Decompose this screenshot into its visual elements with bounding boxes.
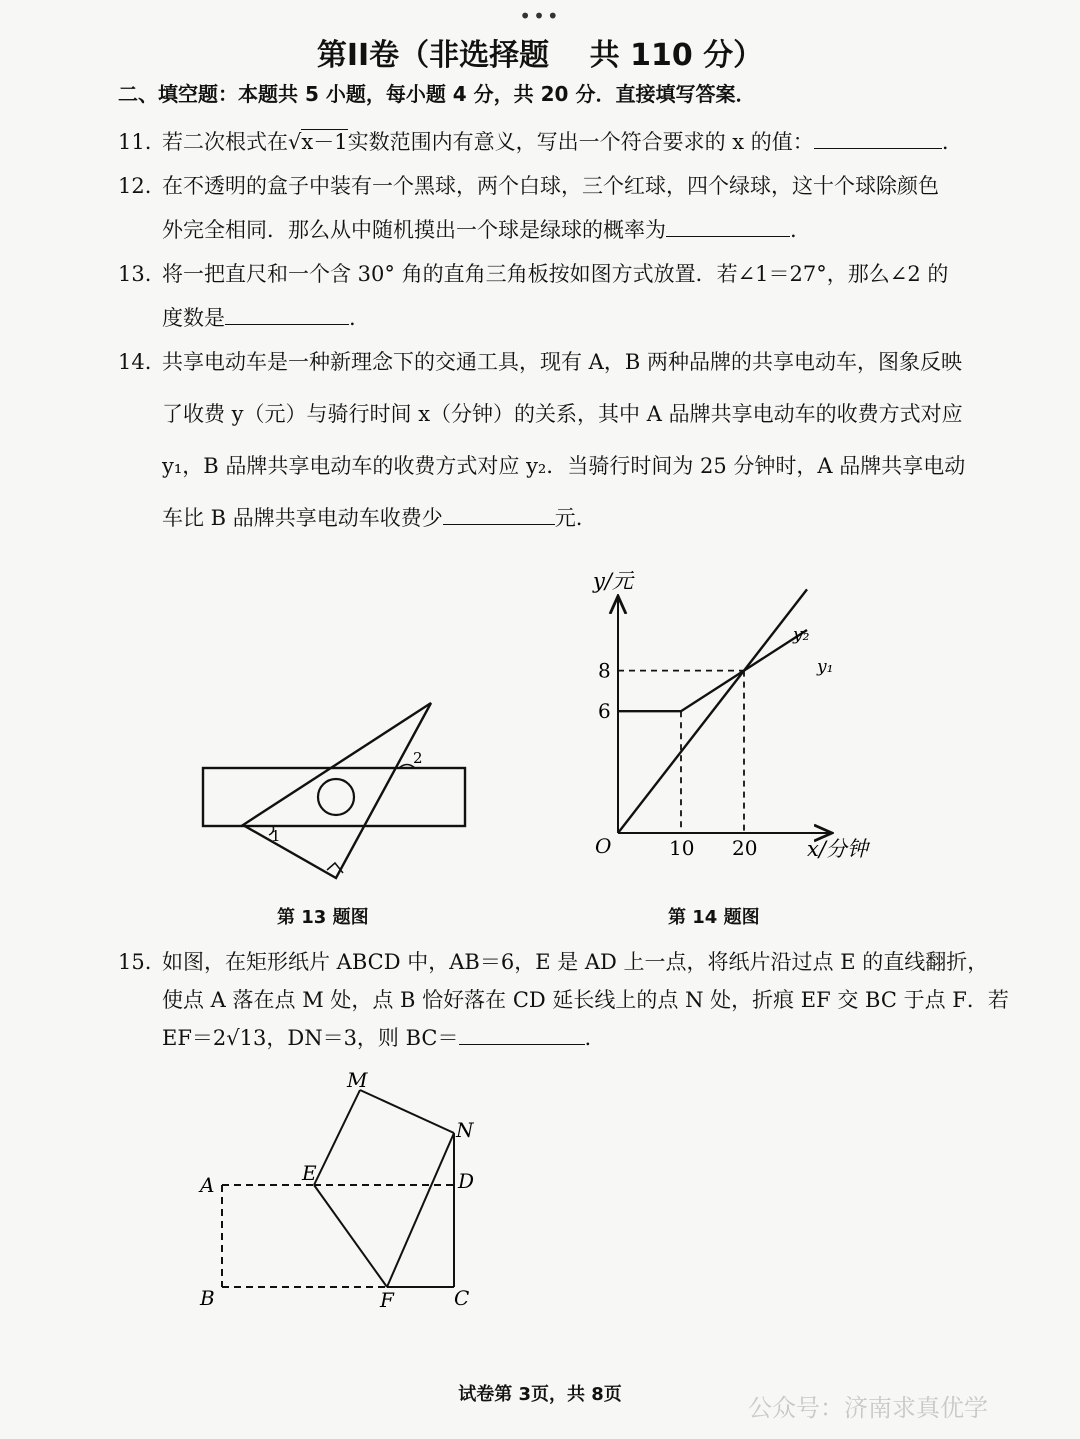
fill-in-heading: 二、填空题：本题共 5 小题，每小题 4 分，共 20 分．直接填写答案．	[118, 82, 756, 106]
point-F-label: F	[380, 1288, 394, 1312]
q15-text: 如图，在矩形纸片 ABCD 中，AB＝6，E 是 AD 上一点，将纸片沿过点 E 的直线翻折，	[162, 950, 989, 974]
angle-1-label: 1	[271, 827, 281, 845]
question-13-line1	[118, 260, 948, 288]
set-square	[243, 703, 431, 878]
radicand: x－1	[301, 130, 348, 154]
segment-MN	[360, 1090, 454, 1133]
point-M-label: M	[347, 1068, 368, 1092]
q14-text: 车比 B 品牌共享电动车收费少	[162, 506, 443, 530]
segment-NF	[387, 1133, 454, 1287]
x-tick-label: 10	[669, 836, 695, 860]
sqrt-sign: √	[288, 130, 302, 154]
figure-14-chart	[585, 560, 885, 870]
figure-13-caption: 第 13 题图	[277, 907, 369, 928]
question-number: 14.	[118, 350, 152, 374]
end-mark: .	[790, 218, 797, 242]
point-E-label: E	[302, 1161, 317, 1185]
q13-text: 将一把直尺和一个含 30° 角的直角三角板按如图方式放置．若∠1＝27°，那么∠2 的	[162, 262, 949, 286]
figure-15	[190, 1065, 490, 1320]
answer-blank[interactable]	[225, 304, 349, 325]
fold-line-EF	[314, 1185, 387, 1287]
answer-blank[interactable]	[666, 216, 790, 237]
question-14-line4	[162, 504, 582, 532]
end-mark: .	[349, 306, 356, 330]
question-number: 11.	[118, 130, 152, 154]
question-number: 12.	[118, 174, 152, 198]
question-12-line1	[118, 172, 939, 200]
angle-2-label: 2	[413, 749, 423, 767]
y-tick-label: 6	[598, 699, 611, 724]
question-14-line2: 了收费 y（元）与骑行时间 x（分钟）的关系，其中 A 品牌共享电动车的收费方式对应	[162, 402, 963, 426]
section-title: 第II卷（非选择题 共 110 分）	[316, 38, 764, 73]
question-13-line2	[162, 304, 356, 332]
q15-text: EF＝2√13，DN＝3，则 BC＝	[162, 1026, 459, 1050]
watermark: 公众号：济南求真优学	[748, 1394, 988, 1422]
point-D-label: D	[458, 1169, 475, 1193]
q12-text: 在不透明的盒子中装有一个黑球，两个白球，三个红球，四个绿球，这十个球除颜色	[162, 174, 939, 198]
figure-13	[195, 695, 475, 885]
point-N-label: N	[456, 1118, 474, 1142]
top-dots: •••	[519, 4, 561, 28]
figure-14-caption: 第 14 题图	[668, 907, 760, 928]
end-mark: 元.	[554, 506, 583, 530]
q11-text-a: 若二次根式在	[162, 130, 288, 154]
question-12-line2	[162, 216, 797, 244]
end-mark: .	[941, 130, 949, 154]
question-number: 15.	[118, 950, 152, 974]
origin-label: O	[595, 834, 612, 858]
page-footer: 试卷第 3页，共 8页	[458, 1384, 622, 1405]
question-14-line3: y₁，B 品牌共享电动车的收费方式对应 y₂．当骑行时间为 25 分钟时，A 品牌共享电动	[162, 454, 966, 478]
segment-EM	[314, 1090, 360, 1185]
q14-text: 共享电动车是一种新理念下的交通工具，现有 A，B 两种品牌的共享电动车，图象反映	[162, 350, 962, 374]
question-15-line3	[162, 1024, 591, 1052]
q13-text: 度数是	[162, 306, 225, 330]
point-B-label: B	[200, 1286, 215, 1310]
set-square-hole	[318, 779, 354, 815]
x-axis-label: x/分钟	[807, 837, 868, 861]
end-mark: .	[584, 1026, 592, 1050]
question-number: 13.	[118, 262, 152, 286]
y2-series-label: y₂	[793, 625, 810, 645]
question-11	[118, 128, 949, 156]
point-A-label: A	[200, 1173, 215, 1197]
point-C-label: C	[454, 1286, 470, 1310]
x-tick-label: 20	[732, 836, 758, 860]
answer-blank[interactable]	[443, 504, 555, 525]
q12-text: 外完全相同．那么从中随机摸出一个球是绿球的概率为	[162, 218, 666, 242]
y-axis-label: y/元	[593, 569, 633, 593]
ruler	[203, 768, 465, 826]
question-14-line1	[118, 348, 962, 376]
answer-blank[interactable]	[814, 128, 942, 149]
question-15-line1	[118, 948, 988, 976]
answer-blank[interactable]	[459, 1024, 585, 1045]
y1-series-label: y₁	[817, 657, 834, 677]
y-tick-label: 8	[598, 658, 611, 683]
question-15-line2: 使点 A 落在点 M 处，点 B 恰好落在 CD 延长线上的点 N 处，折痕 EF 交 BC 于点 F．若	[162, 988, 1009, 1012]
series-line-y1	[618, 630, 807, 711]
q11-text-b: 实数范围内有意义，写出一个符合要求的 x 的值：	[347, 130, 814, 154]
